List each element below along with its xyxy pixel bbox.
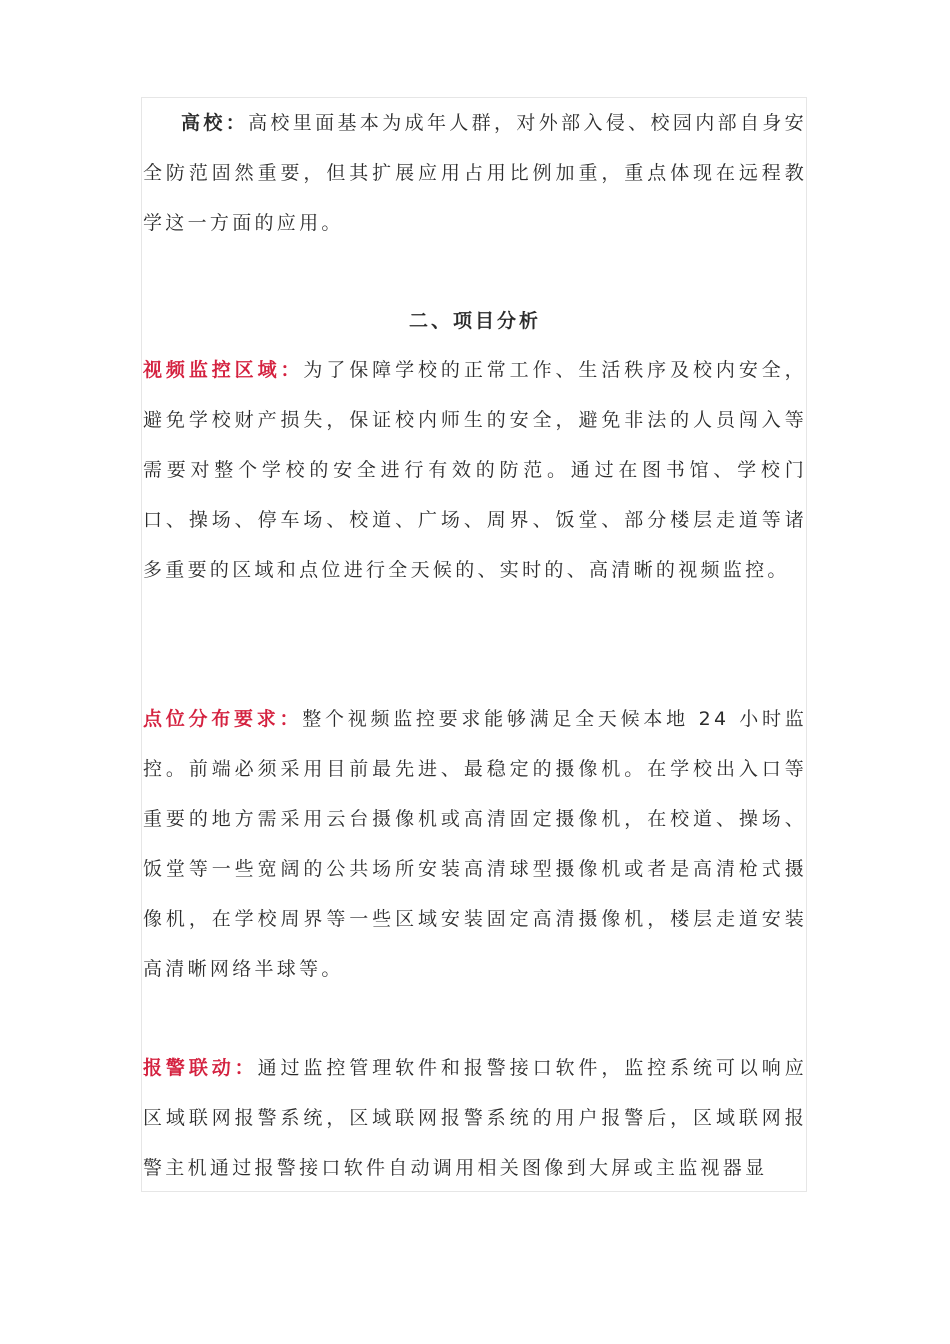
section-heading: 二、项目分析 [408,310,541,332]
section-heading-block [143,296,807,346]
paragraph-label: 报警联动： [143,1057,258,1079]
paragraph-body: 通过监控管理软件和报警接口软件，监控系统可以响应区域联网报警系统，区域联网报警系统的用户报警后，区域联网报警主机通过报警接口软件自动调用相关图像到大屏或主监视器显 [143,1057,807,1179]
paragraph-point-distribution [143,694,807,994]
paragraph-body: 整个视频监控要求能够满足全天候本地 24 小时监控。前端必须采用目前最先进、最稳定的摄像机。在学校出入口等重要的地方需采用云台摄像机或高清固定摄像机，在校道、操场、饭堂等一些宽阔的公共场所安装高清球型摄像机或者是高清枪式摄像机，在学校周界等一些区域安装固定高清摄像机，楼层走道安装高清晰网络半球等。 [143,708,807,980]
paragraph-label: 高校： [181,112,249,134]
paragraph-universities [143,98,807,248]
paragraph-body: 为了保障学校的正常工作、生活秩序及校内安全，避免学校财产损失，保证校内师生的安全，避免非法的人员闯入等需要对整个学校的安全进行有效的防范。通过在图书馆、学校门口、操场、停车场、校道、广场、周界、饭堂、部分楼层走道等诸多重要的区域和点位进行全天候的、实时的、高清晰的视频监控。 [143,359,807,581]
paragraph-text [143,345,807,595]
paragraph-label: 视频监控区域： [143,359,304,381]
paragraph-text [143,694,807,994]
paragraph-text [143,1043,807,1193]
paragraph-label: 点位分布要求： [143,708,303,730]
paragraph-video-surveillance-area [143,345,807,595]
page-frame [141,97,807,1192]
paragraph-body: 高校里面基本为成年人群，对外部入侵、校园内部自身安全防范固然重要，但其扩展应用占用比例加重，重点体现在远程教学这一方面的应用。 [143,112,807,234]
paragraph-alarm-linkage [143,1043,807,1193]
paragraph-text [143,98,807,248]
